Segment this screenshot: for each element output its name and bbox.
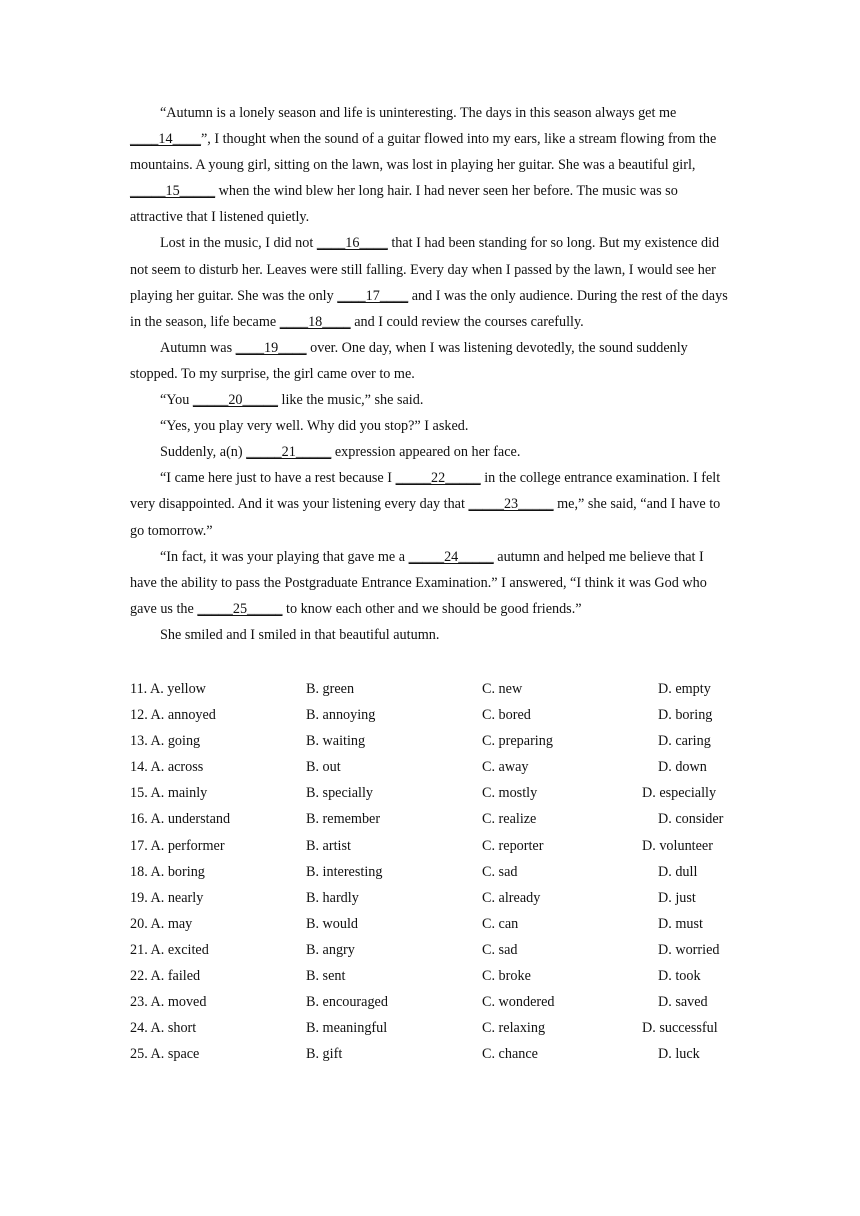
option-c: C. broke [482, 968, 531, 985]
option-d: D. must [658, 915, 703, 932]
option-a: 20. A. may [130, 915, 193, 932]
passage-paragraph [130, 439, 730, 465]
option-c: C. preparing [482, 733, 553, 750]
option-c: C. realize [482, 811, 537, 828]
question-options-row [130, 1041, 740, 1067]
passage-paragraph [130, 544, 730, 622]
blank-number: ____19____ [235, 339, 307, 356]
passage-paragraph [130, 100, 730, 230]
option-d: D. just [658, 889, 696, 906]
passage-text: Lost in the music, I did not [160, 235, 317, 252]
option-d: D. luck [658, 1046, 700, 1063]
question-options-row [130, 937, 740, 963]
option-d: D. dull [658, 863, 698, 880]
option-c: C. mostly [482, 785, 538, 802]
blank-number: _____20_____ [192, 392, 278, 409]
passage-text: “I came here just to have a rest because I [160, 470, 396, 487]
option-b: B. angry [306, 941, 355, 958]
option-b: B. annoying [306, 707, 376, 724]
question-options-row [130, 702, 740, 728]
option-b: B. specially [306, 785, 373, 802]
question-options-row [130, 806, 740, 832]
option-d: D. boring [658, 707, 713, 724]
blank-number: ____16____ [316, 235, 388, 252]
question-options-row [130, 885, 740, 911]
option-b: B. gift [306, 1046, 343, 1063]
blank-number: ____18____ [279, 313, 351, 330]
answer-options [130, 676, 740, 1067]
option-b: B. green [306, 681, 355, 697]
option-d: D. consider [658, 811, 724, 828]
option-c: C. reporter [482, 837, 544, 854]
option-d: D. successful [642, 1020, 718, 1037]
passage-paragraph [130, 230, 730, 334]
passage-text: that I had been standing for so long. But my existence did not seem to disturb her. Leaves were still falling. Every day when I passed by the lawn, I would see her playing her guitar. She was the only [130, 235, 720, 304]
passage-text: “Autumn is a lonely season and life is uninteresting. The days in this season always get me [160, 105, 677, 121]
option-b: B. meaningful [306, 1020, 388, 1037]
option-a: 12. A. annoyed [130, 707, 216, 724]
option-a: 24. A. short [130, 1020, 197, 1037]
passage-paragraph [130, 622, 730, 648]
blank-number: ____14____ [130, 131, 201, 148]
passage-text: “Yes, you play very well. Why did you stop?” I asked. [160, 418, 469, 435]
option-b: B. sent [306, 968, 346, 985]
passage-text: “In fact, it was your playing that gave me a [160, 548, 409, 565]
option-d: D. caring [658, 733, 711, 750]
option-a: 23. A. moved [130, 994, 207, 1011]
option-b: B. remember [306, 811, 381, 828]
passage-text: and I could review the courses carefully. [350, 313, 584, 330]
option-b: B. interesting [306, 863, 383, 880]
option-a: 19. A. nearly [130, 889, 204, 906]
option-b: B. encouraged [306, 994, 388, 1011]
option-a: 13. A. going [130, 733, 201, 750]
question-options-row [130, 754, 740, 780]
option-a: 17. A. performer [130, 837, 225, 854]
blank-number: _____23_____ [468, 496, 554, 513]
option-d: D. worried [658, 941, 720, 958]
passage-text: expression appeared on her face. [331, 444, 521, 461]
question-options-row [130, 911, 740, 937]
question-options-row [130, 728, 740, 754]
blank-number: _____15_____ [130, 183, 216, 200]
cloze-passage [130, 100, 730, 648]
passage-text: ”, I thought when the sound of a guitar flowed into my ears, like a stream flowing from the mountains. A young girl, sitting on the lawn, was lost in playing her guitar. She was a beautiful girl, [130, 131, 717, 174]
passage-text: autumn and helped me believe that I have the ability to pass the Postgraduate Entrance Examination.” I answered, “I think it was God who gave us the [130, 548, 707, 617]
question-options-row [130, 1015, 740, 1041]
passage-text: like the music,” she said. [277, 392, 424, 409]
question-options-row [130, 833, 740, 859]
passage-text: Suddenly, a(n) [160, 444, 247, 461]
option-c: C. new [482, 681, 523, 697]
question-options-row [130, 989, 740, 1015]
blank-number: _____21_____ [246, 444, 332, 461]
blank-number: _____22_____ [395, 470, 481, 487]
option-d: D. saved [658, 994, 708, 1011]
option-a: 15. A. mainly [130, 785, 208, 802]
passage-text: in the college entrance examination. I felt very disappointed. And it was your listening every day that [130, 470, 721, 513]
option-b: B. hardly [306, 889, 359, 906]
question-options-row [130, 676, 740, 702]
option-a: 22. A. failed [130, 968, 201, 985]
question-options-row [130, 963, 740, 989]
question-options-row [130, 780, 740, 806]
option-d: D. down [658, 759, 707, 776]
passage-text: over. One day, when I was listening devotedly, the sound suddenly stopped. To my surprise, the girl came over to me. [130, 339, 688, 382]
option-a: 11. A. yellow [130, 681, 206, 697]
passage-paragraph [130, 387, 730, 413]
option-c: C. relaxing [482, 1020, 546, 1037]
blank-number: _____24_____ [408, 548, 494, 565]
option-a: 21. A. excited [130, 941, 209, 958]
blank-number: ____17____ [337, 287, 409, 304]
passage-paragraph [130, 465, 730, 543]
option-c: C. chance [482, 1046, 538, 1063]
option-c: C. can [482, 915, 519, 932]
passage-text: me,” she said, “and I have to go tomorrow.” [130, 496, 721, 539]
option-b: B. artist [306, 837, 351, 854]
option-b: B. waiting [306, 733, 366, 750]
option-a: 14. A. across [130, 759, 204, 776]
option-d: D. took [658, 968, 701, 985]
option-b: B. out [306, 759, 341, 776]
passage-text: Autumn was [160, 339, 236, 356]
option-c: C. away [482, 759, 529, 776]
blank-number: _____25_____ [197, 600, 283, 617]
option-c: C. wondered [482, 994, 555, 1011]
passage-paragraph [130, 413, 730, 439]
passage-text: when the wind blew her long hair. I had never seen her before. The music was so attractive that I listened quietly. [130, 183, 678, 226]
passage-text: and I was the only audience. During the rest of the days in the season, life became [130, 287, 728, 330]
passage-paragraph [130, 335, 730, 387]
option-c: C. sad [482, 863, 518, 880]
passage-text: She smiled and I smiled in that beautiful autumn. [160, 626, 440, 643]
option-b: B. would [306, 915, 359, 932]
question-options-row [130, 859, 740, 885]
option-d: D. especially [642, 785, 717, 802]
option-d: D. empty [658, 681, 711, 697]
option-a: 18. A. boring [130, 863, 205, 880]
option-a: 16. A. understand [130, 811, 231, 828]
passage-text: to know each other and we should be good friends.” [282, 600, 582, 617]
passage-text: “You [160, 392, 193, 409]
option-a: 25. A. space [130, 1046, 200, 1063]
option-c: C. sad [482, 941, 518, 958]
option-c: C. already [482, 889, 541, 906]
option-d: D. volunteer [642, 837, 713, 854]
option-c: C. bored [482, 707, 531, 724]
